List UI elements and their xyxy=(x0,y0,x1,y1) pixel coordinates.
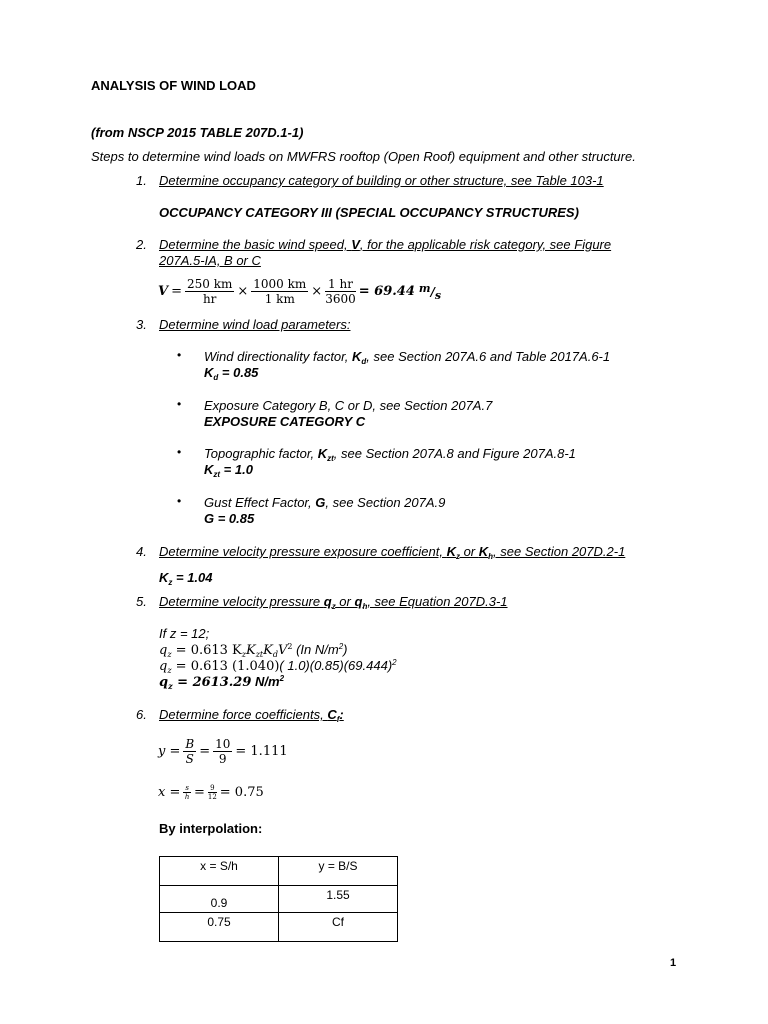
b1-pre: Wind directionality factor, xyxy=(204,349,353,364)
bullet: • xyxy=(177,397,182,411)
unit-den: s xyxy=(434,288,442,302)
bullet3-answer xyxy=(204,462,253,479)
y-result: = 1.111 xyxy=(235,744,288,759)
table-cell: Cf xyxy=(279,913,398,942)
s5-post: , see Equation 207D.3-1 xyxy=(367,594,508,609)
unit: (In N/m xyxy=(292,642,339,657)
s4-ans-val: = 1.04 xyxy=(172,570,213,585)
q-sub: z xyxy=(167,666,172,675)
eq-sign: = xyxy=(193,785,205,800)
k: K xyxy=(245,643,256,658)
document-title: ANALYSIS OF WIND LOAD xyxy=(91,78,256,93)
b4-pre: Gust Effect Factor, xyxy=(204,495,316,510)
table-header: x = S/h xyxy=(160,857,279,886)
b3-pre: Topographic factor, xyxy=(204,446,318,461)
b1-var: K xyxy=(352,349,362,364)
step5-condition: If z = 12; xyxy=(159,626,210,641)
fraction xyxy=(183,784,191,801)
y-lhs: y = xyxy=(158,744,181,759)
rhs: = 0.613 K xyxy=(171,643,242,658)
frac-den: S xyxy=(185,752,194,766)
bullet2-answer: EXPOSURE CATEGORY C xyxy=(204,414,366,429)
step-number: 4. xyxy=(136,544,147,559)
step-number: 1. xyxy=(136,173,147,188)
b3-ans-var: K xyxy=(204,462,214,477)
eq-result: = 69.44 xyxy=(358,284,415,299)
step-number: 5. xyxy=(136,594,147,609)
step6-text xyxy=(159,707,344,724)
s4-ans-var: K xyxy=(159,570,169,585)
step4-text xyxy=(159,544,625,561)
step2-text-line2: 207A.5-IA, B or C xyxy=(159,253,261,268)
b4-var: G xyxy=(315,495,326,510)
fraction xyxy=(185,277,234,306)
b1-sub: d xyxy=(361,357,367,366)
eq-unit: $^m/_s$ xyxy=(418,281,442,302)
k-sub: z xyxy=(241,650,246,659)
step1-answer: OCCUPANCY CATEGORY III (SPECIAL OCCUPANCY STRUCTURES) xyxy=(159,205,579,220)
x-lhs: x = xyxy=(158,785,181,800)
source-reference: (from NSCP 2015 TABLE 207D.1-1) xyxy=(91,125,304,140)
table-row xyxy=(160,886,398,913)
fraction xyxy=(208,784,217,801)
bullet4-answer: G = 0.85 xyxy=(204,511,255,526)
table-header: y = B/S xyxy=(279,857,398,886)
b1-post: , see Section 207A.6 and Table 2017A.6-1 xyxy=(366,349,611,364)
step-number: 6. xyxy=(136,707,147,722)
bullet: • xyxy=(177,494,182,508)
fraction xyxy=(325,277,356,306)
s5-s2: h xyxy=(362,602,368,611)
x-equation xyxy=(158,784,264,801)
fraction xyxy=(183,737,196,766)
b1-ans-var: K xyxy=(204,365,214,380)
step-number: 2. xyxy=(136,237,147,252)
v: V xyxy=(277,643,288,658)
wind-speed-equation xyxy=(158,277,441,306)
step1-text: Determine occupancy category of building or other structure, see Table 103-1 xyxy=(159,173,604,188)
frac-den: 9 xyxy=(218,752,227,766)
frac-den: 12 xyxy=(207,793,217,801)
s5-v1: q xyxy=(323,594,332,609)
b1-ans-val: = 0.85 xyxy=(218,365,259,380)
table-row xyxy=(160,913,398,942)
table-row xyxy=(160,857,398,886)
s4-v2: K xyxy=(478,544,489,559)
frac-num: 250 km xyxy=(187,277,233,291)
step4-answer xyxy=(159,570,213,587)
step2-var: V xyxy=(351,237,360,252)
times-sign: × xyxy=(311,284,323,299)
qz-line3 xyxy=(159,674,284,691)
times-sign: × xyxy=(237,284,249,299)
frac-num: B xyxy=(185,737,195,751)
unit-exp: 2 xyxy=(338,642,344,651)
step3-text: Determine wind load parameters: xyxy=(159,317,351,332)
qz-line2 xyxy=(159,658,397,675)
intro-text: Steps to determine wind loads on MWFRS rooftop (Open Roof) equipment and other structure. xyxy=(91,149,636,164)
s5-v2: q xyxy=(354,594,363,609)
s4-mid: or xyxy=(459,544,479,559)
frac-num: 1 hr xyxy=(325,277,356,292)
step-number: 3. xyxy=(136,317,147,332)
qz-line1 xyxy=(159,642,348,659)
val: = 2613.29 xyxy=(172,675,252,690)
b3-var: K xyxy=(317,446,328,461)
bullet2-text: Exposure Category B, C or D, see Section 207A.7 xyxy=(204,398,493,413)
frac-num: 1000 km xyxy=(253,277,307,291)
eq-sign: = xyxy=(171,284,182,299)
q: q xyxy=(159,659,168,674)
b3-post: , see Section 207A.8 and Figure 207A.8-1 xyxy=(333,446,576,461)
s4-ans-sub: z xyxy=(168,578,173,587)
s4-v1: K xyxy=(446,544,456,559)
k-sub: zt xyxy=(255,650,264,659)
bullet1-text xyxy=(204,349,610,366)
unit: N/m xyxy=(251,674,280,689)
page-number: 1 xyxy=(670,957,677,969)
unit-end: ) xyxy=(343,642,348,657)
b3-sub: zt xyxy=(327,454,334,463)
s5-s1: z xyxy=(331,602,336,611)
frac-num: 10 xyxy=(215,737,231,751)
bullet: • xyxy=(177,348,182,362)
b4-post: , see Section 207A.9 xyxy=(325,495,446,510)
k: K xyxy=(263,643,273,658)
eq-sign: = xyxy=(199,744,211,759)
step2-text xyxy=(159,237,611,252)
bullet3-text xyxy=(204,446,576,463)
s6-var: C xyxy=(327,707,337,722)
table-cell: 1.55 xyxy=(279,886,398,913)
step2-pre: Determine the basic wind speed, xyxy=(159,237,352,252)
bullet4-text xyxy=(204,495,445,510)
s5-mid: or xyxy=(335,594,355,609)
frac-den: 3600 xyxy=(325,292,356,306)
frac-num: 9 xyxy=(208,784,217,793)
q-sub: z xyxy=(168,681,173,691)
table-cell: 0.75 xyxy=(160,913,279,942)
x-result: = 0.75 xyxy=(219,785,264,800)
b3-ans-val: = 1.0 xyxy=(220,462,253,477)
bullet1-answer xyxy=(204,365,258,382)
eq-lhs: V xyxy=(158,284,169,299)
interpolation-table xyxy=(159,856,398,942)
v-exp: 2 xyxy=(287,642,293,651)
exp: 2 xyxy=(279,674,285,683)
s4-s1: z xyxy=(455,552,460,561)
bullet: • xyxy=(177,445,182,459)
b1-ans-sub: d xyxy=(213,373,219,382)
b3-ans-sub: zt xyxy=(213,470,221,479)
y-equation xyxy=(158,737,288,766)
s4-s2: h xyxy=(488,552,494,561)
frac-den: 1 km xyxy=(264,292,295,306)
s4-post: , see Section 207D.2-1 xyxy=(493,544,626,559)
frac-den: hr xyxy=(202,292,217,306)
frac-den: h xyxy=(184,793,190,801)
fraction xyxy=(251,277,308,306)
unit-num: m xyxy=(418,281,431,295)
s5-pre: Determine velocity pressure xyxy=(159,594,324,609)
step5-text xyxy=(159,594,508,611)
q: q xyxy=(159,675,169,690)
fraction xyxy=(213,737,232,766)
k-sub: d xyxy=(272,650,278,659)
s6-sub: f xyxy=(336,715,340,724)
q-sub: z xyxy=(167,650,172,659)
rest: ( 1.0)(0.85)(69.444) xyxy=(279,658,393,673)
s6-post: : xyxy=(339,707,344,722)
s6-text: Determine force coefficients, xyxy=(159,707,328,722)
q: q xyxy=(159,643,168,658)
step2-post: , for the applicable risk category, see Figure xyxy=(359,237,612,252)
rhs: = 0.613 (1.040) xyxy=(171,659,280,674)
interpolation-label: By interpolation: xyxy=(159,821,263,836)
exp: 2 xyxy=(392,658,397,667)
frac-num: s xyxy=(185,784,189,792)
s4-pre: Determine velocity pressure exposure coefficient, xyxy=(159,544,447,559)
table-cell: 0.9 xyxy=(160,886,279,913)
